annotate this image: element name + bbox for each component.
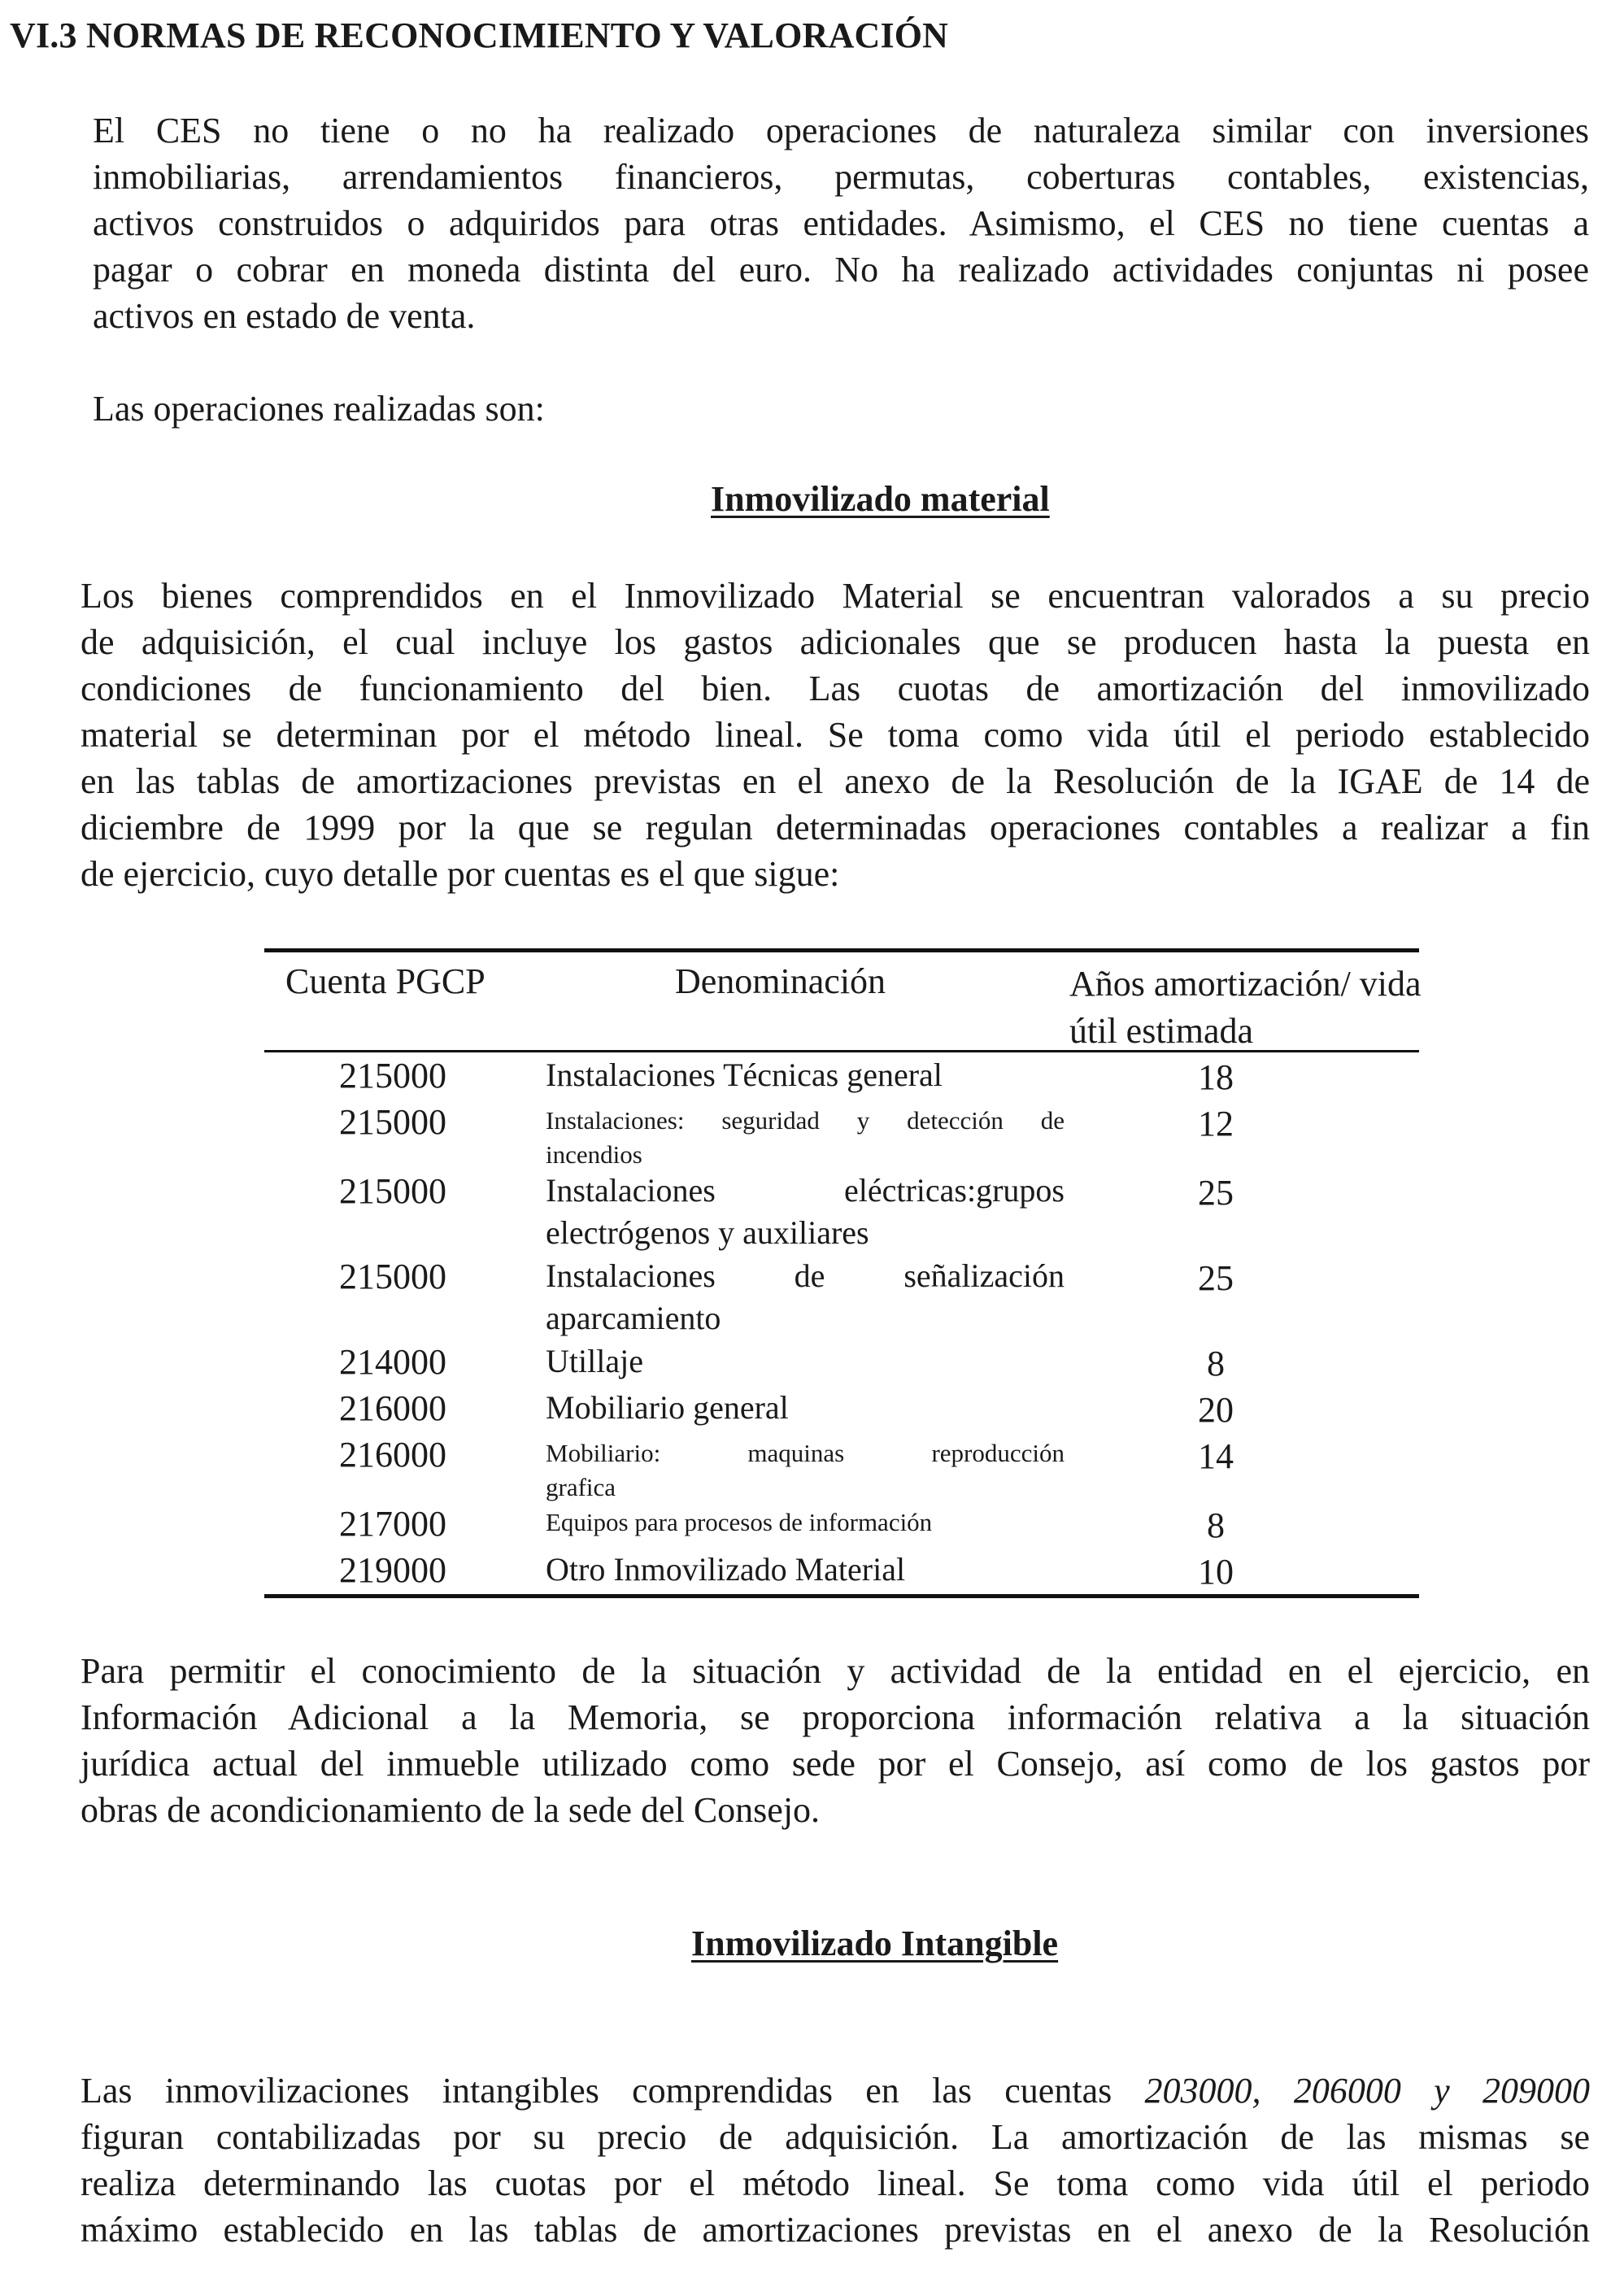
cell-name-line: Mobiliario: maquinas reproducción: [546, 1439, 1065, 1467]
cell-account: 215000: [339, 1102, 446, 1142]
cell-name: [546, 1549, 1065, 1591]
text-line: de ejercicio, cuyo detalle por cuentas es el que sigue:: [81, 854, 840, 894]
text-line: máximo establecido en las tablas de amortizaciones previstas en el anexo de la Resolución: [81, 2210, 1590, 2250]
cell-account: 215000: [339, 1257, 446, 1296]
section-heading: VI.3 NORMAS DE RECONOCIMIENTO Y VALORACIÓN: [10, 15, 949, 55]
paragraph-intro: [93, 107, 1589, 339]
text-line: inmobiliarias, arrendamientos financieros, permutas, coberturas contables, existencias,: [93, 157, 1589, 197]
text-line: obras de acondicionamiento de la sede del Consejo.: [81, 1790, 821, 1830]
text-line: El CES no tiene o no ha realizado operaciones de naturaleza similar con inversiones: [93, 111, 1589, 150]
paragraph-additional-info: [81, 1648, 1590, 1833]
cell-name-line: Instalaciones eléctricas:grupos: [546, 1172, 1065, 1209]
text-line: Información Adicional a la Memoria, se proporciona información relativa a la situación: [81, 1697, 1590, 1737]
cell-account: 215000: [339, 1056, 446, 1096]
text-line: Las operaciones realizadas son:: [93, 389, 545, 429]
text-line: activos en estado de venta.: [93, 296, 476, 336]
cell-years: 25: [1198, 1173, 1234, 1213]
table-body: [264, 1052, 1419, 1594]
cell-name: [546, 1054, 1065, 1096]
cell-name-line: Instalaciones Técnicas general: [546, 1057, 943, 1093]
cell-years: 8: [1207, 1344, 1225, 1383]
cell-account: 217000: [339, 1504, 446, 1544]
subheading-inmovilizado-intangible: Inmovilizado Intangible: [691, 1923, 1059, 1963]
cell-name-line: Instalaciones: seguridad y detección de: [546, 1106, 1065, 1135]
cell-name-line: electrógenos y auxiliares: [546, 1214, 869, 1251]
table-row: [264, 1385, 1419, 1431]
header-years: Años amortización/ vida útil estimada: [1069, 964, 1422, 1051]
table-row: [264, 1547, 1419, 1594]
text-line: de adquisición, el cual incluye los gastos adicionales que se producen hasta la puesta en: [81, 622, 1590, 662]
cell-name-line: grafica: [546, 1473, 616, 1501]
text-line: Para permitir el conocimiento de la situación y actividad de la entidad en el ejercicio, en: [81, 1651, 1590, 1691]
cell-name-line: Instalaciones de señalización: [546, 1257, 1065, 1294]
italic-accounts: 203000, 206000 y 209000: [1144, 2071, 1590, 2111]
cell-years: 18: [1198, 1057, 1234, 1097]
cell-account: 216000: [339, 1435, 446, 1475]
text-line: figuran contabilizadas por su precio de adquisición. La amortización de las mismas se: [81, 2117, 1590, 2157]
cell-years: 8: [1207, 1505, 1225, 1545]
cell-years: 25: [1198, 1258, 1234, 1298]
table-row: [264, 1431, 1419, 1501]
text-line: condiciones de funcionamiento del bien. Las cuotas de amortización del inmovilizado: [81, 669, 1590, 708]
cell-years: 20: [1198, 1390, 1234, 1430]
table-row: [264, 1253, 1419, 1339]
subheading-inmovilizado-material: Inmovilizado material: [711, 479, 1050, 519]
cell-account: 219000: [339, 1550, 446, 1590]
table-row: [264, 1501, 1419, 1547]
cell-years: 14: [1198, 1436, 1234, 1476]
cell-name: [546, 1436, 1065, 1505]
cell-account: 214000: [339, 1342, 446, 1382]
cell-name: [546, 1104, 1065, 1172]
text-line: jurídica actual del inmueble utilizado como sede por el Consejo, así como de los gastos por: [81, 1744, 1590, 1784]
table-row: [264, 1339, 1419, 1385]
paragraph-material: [81, 573, 1590, 897]
table-row: [264, 1052, 1419, 1099]
cell-name: [546, 1505, 1065, 1540]
text-line: [81, 2067, 1590, 2114]
table-row: [264, 1099, 1419, 1168]
cell-years: 10: [1198, 1552, 1234, 1592]
text-line: en las tablas de amortizaciones previstas en el anexo de la Resolución de la IGAE de 14 de: [81, 761, 1590, 801]
text-line: realiza determinando las cuotas por el método lineal. Se toma como vida útil el periodo: [81, 2163, 1590, 2203]
paragraph-operations: [93, 386, 1589, 432]
table-row: [264, 1168, 1419, 1253]
cell-name: [546, 1170, 1065, 1254]
header-name: Denominación: [675, 961, 886, 1001]
cell-name: [546, 1340, 1065, 1383]
cell-name-line: Utillaje: [546, 1343, 643, 1379]
table-header: [264, 952, 1422, 1052]
cell-years: 12: [1198, 1104, 1234, 1144]
cell-name: [546, 1387, 1065, 1429]
cell-account: 216000: [339, 1388, 446, 1428]
text-line: Los bienes comprendidos en el Inmovilizado Material se encuentran valorados a su precio: [81, 576, 1590, 616]
cell-name-line: incendios: [546, 1140, 642, 1169]
cell-name: [546, 1255, 1065, 1340]
cell-account: 215000: [339, 1171, 446, 1211]
cell-name-line: Otro Inmovilizado Material: [546, 1551, 906, 1588]
header-account: Cuenta PGCP: [285, 961, 485, 1001]
paragraph-intangible: [81, 2067, 1590, 2253]
text-line: diciembre de 1999 por la que se regulan determinadas operaciones contables a realizar a fin: [81, 808, 1590, 847]
cell-name-line: Equipos para procesos de información: [546, 1508, 933, 1536]
text-line: pagar o cobrar en moneda distinta del euro. No ha realizado actividades conjuntas ni posee: [93, 250, 1589, 290]
amortization-table: [264, 948, 1422, 1598]
text-span: Las inmovilizaciones intangibles comprendidas en las cuentas: [81, 2071, 1145, 2111]
text-line: material se determinan por el método lineal. Se toma como vida útil el periodo establecido: [81, 715, 1590, 755]
cell-name-line: aparcamiento: [546, 1300, 721, 1336]
text-line: activos construidos o adquiridos para otras entidades. Asimismo, el CES no tiene cuentas a: [93, 203, 1589, 243]
cell-name-line: Mobiliario general: [546, 1389, 789, 1426]
